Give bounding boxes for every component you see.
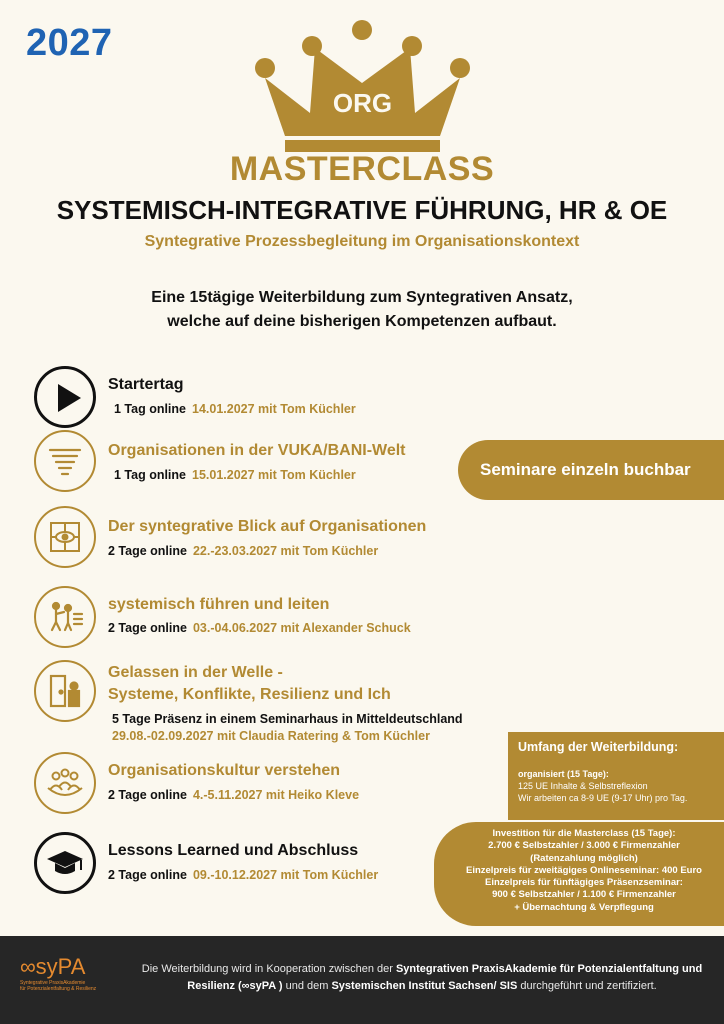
module-duration: 1 Tag online <box>114 468 186 482</box>
group-icon <box>34 752 96 814</box>
pricing-line: + Übernachtung & Verpflegung <box>514 901 654 913</box>
module-date: 29.08.-02.09.2027 mit Claudia Ratering & Tom Küchler <box>112 729 430 743</box>
page-title: SYSTEMISCH-INTEGRATIVE FÜHRUNG, HR & OE <box>56 195 668 225</box>
intro-text <box>0 286 724 334</box>
module-title: systemisch führen und leiten <box>108 596 330 613</box>
module-title: Lessons Learned und Abschluss <box>108 842 359 859</box>
eye-window-icon <box>34 506 96 568</box>
subtitle: Syntegrative Prozessbegleitung im Organisationskontext <box>144 233 580 250</box>
door-person-icon <box>34 660 96 722</box>
module-duration: 2 Tage online <box>108 544 187 558</box>
footer-bold-part: Systemischen Institut Sachsen/ SIS <box>331 980 518 992</box>
leading-people-icon <box>34 586 96 648</box>
footer-text-part: durchgeführt und zertifiziert. <box>517 980 657 992</box>
module-title: Startertag <box>108 376 184 393</box>
module-meta <box>108 621 411 635</box>
intro-line: Eine 15tägige Weiterbildung zum Syntegrativen Ansatz, <box>151 289 573 306</box>
footer <box>0 936 724 1024</box>
module-meta <box>108 868 378 882</box>
scope-line: 125 UE Inhalte & Selbstreflexion <box>518 781 648 791</box>
pricing-line: (Ratenzahlung möglich) <box>530 852 638 864</box>
logo-subtitle: für Potenzialentfaltung & Resilienz <box>20 986 97 992</box>
sypa-logo <box>20 954 130 992</box>
graduation-cap-icon <box>34 832 96 894</box>
play-icon <box>34 366 96 428</box>
crown-logo <box>255 18 470 168</box>
module-title: Organisationskultur verstehen <box>108 762 341 779</box>
footer-text-part: Die Weiterbildung wird in Kooperation zwischen der <box>141 963 396 975</box>
pricing-box <box>434 822 724 926</box>
module-duration: 1 Tag online <box>114 402 186 416</box>
book-seminars-badge[interactable]: Seminare einzeln buchbar <box>458 440 724 500</box>
module-duration: 5 Tage Präsenz in einem Seminarhaus in Mitteldeutschland <box>112 712 463 726</box>
module-duration: 2 Tage online <box>108 788 187 802</box>
scope-line: Wir arbeiten ca 8-9 UE (9-17 Uhr) pro Tag. <box>518 793 688 803</box>
module-title: Der syntegrative Blick auf Organisationen <box>108 518 427 535</box>
pricing-line: 2.700 € Selbstzahler / 3.000 € Firmenzahler <box>488 840 680 852</box>
tornado-icon <box>34 430 96 492</box>
footer-text <box>132 961 712 995</box>
module-date: 03.-04.06.2027 mit Alexander Schuck <box>192 621 411 635</box>
module-meta <box>114 468 356 482</box>
module-date: 14.01.2027 mit Tom Küchler <box>192 402 356 416</box>
module-date: 4.-5.11.2027 mit Heiko Kleve <box>192 788 360 802</box>
module-duration: 2 Tage online <box>108 868 187 882</box>
scope-heading: Umfang der Weiterbildung: <box>518 740 679 754</box>
pricing-line: Einzelpreis für zweitägiges Onlineseminar: 400 Euro <box>466 864 702 876</box>
module-title: Systeme, Konflikte, Resilienz und Ich <box>108 686 391 703</box>
module-date: 15.01.2027 mit Tom Küchler <box>192 468 356 482</box>
scope-box <box>508 732 724 820</box>
pricing-line: 900 € Selbstzahler / 1.100 € Firmenzahler <box>492 889 676 901</box>
pricing-line: Einzelpreis für fünftägiges Präsenzseminar: <box>485 877 683 889</box>
module-title: Organisationen in der VUKA/BANI-Welt <box>108 442 406 459</box>
intro-line: welche auf deine bisherigen Kompetenzen aufbaut. <box>167 313 557 330</box>
year-label: 2027 <box>26 22 113 64</box>
pricing-line: Investition für die Masterclass (15 Tage): <box>492 828 676 839</box>
module-date: 22.-23.03.2027 mit Tom Küchler <box>192 544 379 558</box>
logo-text: ∞syPA <box>20 954 86 979</box>
module-meta <box>108 788 359 802</box>
scope-line: organisiert (15 Tage): <box>518 769 609 779</box>
module-meta <box>108 544 378 558</box>
module-meta <box>114 402 356 416</box>
logo-subtitle: Syntegrative PraxisAkademie <box>20 980 86 986</box>
footer-bold-part: Syntegrativen PraxisAkademie für Potenzialentfaltung und Resilienz (∞syPA ) <box>187 963 703 992</box>
module-title: Gelassen in der Welle - <box>108 664 283 681</box>
crown-text: ORG <box>332 88 393 118</box>
footer-text-part: und dem <box>282 980 332 992</box>
module-date: 09.-10.12.2027 mit Tom Küchler <box>192 868 379 882</box>
masterclass-title: MASTERCLASS <box>229 150 495 188</box>
module-duration: 2 Tage online <box>108 621 187 635</box>
